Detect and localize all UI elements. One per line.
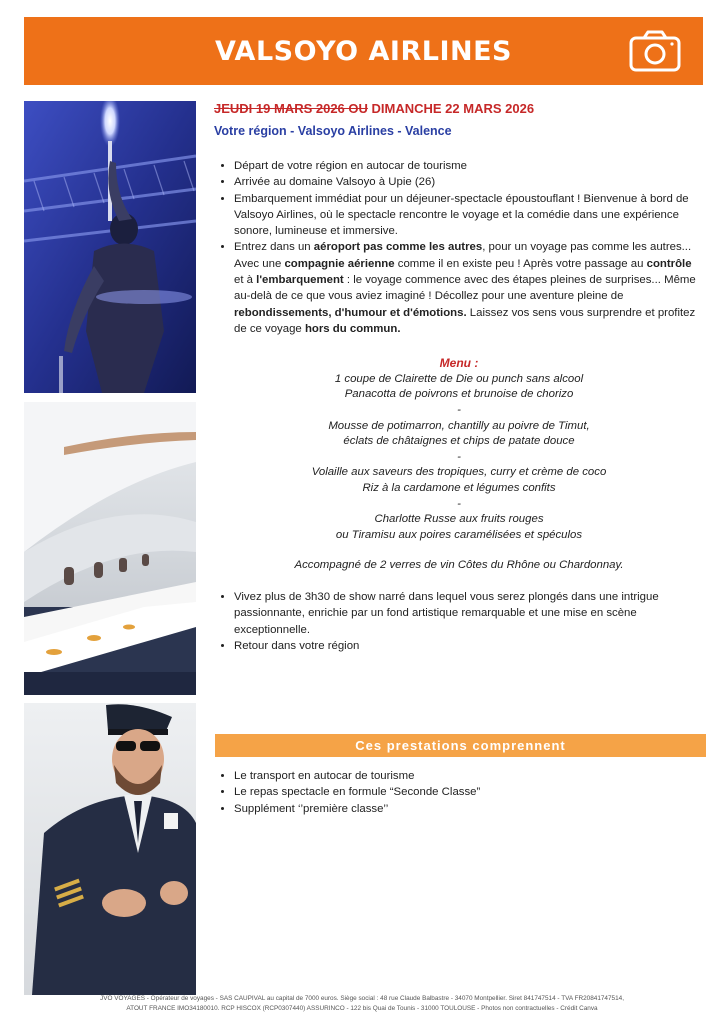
- list-item: • Départ de votre région en autocar de tourisme: [234, 158, 704, 174]
- text-fragment: , pour un voyage pas comme les autres... Avec une: [234, 241, 692, 270]
- legal-footer: [0, 994, 724, 1014]
- includes-heading: Ces prestations comprennent: [215, 734, 706, 757]
- menu-separator: -: [457, 404, 461, 417]
- performer-photo: [24, 101, 196, 393]
- menu-line: éclats de châtaignes et chips de patate douce: [343, 435, 575, 448]
- bold-fragment: rebondissements, d'humour et d'émotions.: [234, 306, 467, 319]
- menu-line: ou Tiramisu aux poires caramélisées et spéculos: [335, 528, 583, 541]
- pilot-photo: [24, 703, 196, 995]
- wine-accompaniment: Accompagné de 2 verres de vin Côtes du Rhône ou Chardonnay.: [294, 559, 624, 572]
- list-item: • Vivez plus de 3h30 de show narré dans lequel vous serez plongés dans une intrigue passionnante, enrichie par un fond artistique remarquable et une mise en scène exceptionnelle.: [234, 589, 704, 638]
- list-item: • Embarquement immédiat pour un déjeuner-spectacle époustouflant ! Bienvenue à bord de Valsoyo Airlines, où le spectacle rencontre le voyage et la comédie dans une expérience sonore, lumineuse et immersive.: [234, 191, 704, 240]
- menu-section: [214, 356, 704, 574]
- footer-line: ATOUT FRANCE IMO34180010. RCP HISCOX (RCP0307440) ASSURINCO - 122 bis Quai de Tounis - 31000 TOULOUSE - Photos non contractuelles - Crédit Canva: [126, 1005, 598, 1012]
- text-fragment: et à: [234, 274, 257, 287]
- page-title: VALSOYO AIRLINES: [214, 35, 512, 67]
- menu-title: Menu :: [439, 356, 479, 371]
- menu-line: Charlotte Russe aux fruits rouges: [374, 513, 544, 526]
- text-fragment: comme il en existe peu ! Après votre passage au: [394, 257, 647, 270]
- bold-fragment: l'embarquement: [256, 274, 344, 287]
- cabin-dining-photo: [24, 402, 196, 695]
- bold-fragment: hors du commun.: [304, 322, 401, 335]
- footer-line: JVO VOYAGES - Opérateur de voyages - SAS CAUPIVAL au capital de 7000 euros. Siège social : 48 rue Claude Balbastre - 34070 Montpellier. Siret 841747514 - TVA FR20841747514,: [100, 995, 624, 1002]
- bold-fragment: aéroport pas comme les autres: [313, 241, 483, 254]
- menu-line: Mousse de potimarron, chantilly au poivre de Timut,: [328, 419, 590, 432]
- main-content: [214, 100, 704, 654]
- camera-icon: [629, 30, 681, 72]
- bold-fragment: contrôle: [646, 257, 692, 270]
- list-item: • Arrivée au domaine Valsoyo à Upie (26): [234, 174, 704, 190]
- region-line: Votre région - Valsoyo Airlines - Valence: [214, 124, 452, 138]
- text-fragment: Entrez dans un: [234, 241, 314, 254]
- new-date: DIMANCHE 22 MARS 2026: [367, 101, 535, 116]
- text-fragment: : le voyage commence avec des étapes pleines de surprises... Même au-delà de ce que vous aviez imaginé ! Décollez pour une aventure pleine de: [234, 274, 696, 303]
- list-item: [234, 239, 704, 337]
- menu-line: Volaille aux saveurs des tropiques, curry et crème de coco: [311, 466, 607, 479]
- menu-separator: -: [457, 497, 461, 510]
- program-list: [214, 158, 704, 337]
- menu-line: Panacotta de poivrons et brunoise de chorizo: [344, 388, 574, 401]
- menu-line: Riz à la cardamone et légumes confits: [362, 482, 556, 495]
- list-item: • Le repas spectacle en formule “Seconde Classe”: [234, 784, 724, 800]
- list-item: • Le transport en autocar de tourisme: [234, 768, 724, 784]
- text-fragment: Laissez vos sens vous surprendre et profitez de ce voyage: [234, 306, 696, 335]
- includes-list: [214, 768, 724, 817]
- list-item: • Supplément ‘’première classe’’: [234, 801, 724, 817]
- menu-line: 1 coupe de Clairette de Die ou punch sans alcool: [334, 372, 584, 385]
- menu-separator: -: [457, 450, 461, 463]
- event-date: [214, 100, 704, 118]
- cancelled-date: JEUDI 19 MARS 2026 OU: [214, 101, 368, 116]
- list-item: • Retour dans votre région: [234, 638, 704, 654]
- program-end-list: [214, 589, 704, 654]
- header-banner: [24, 17, 703, 85]
- bold-fragment: compagnie aérienne: [284, 257, 395, 270]
